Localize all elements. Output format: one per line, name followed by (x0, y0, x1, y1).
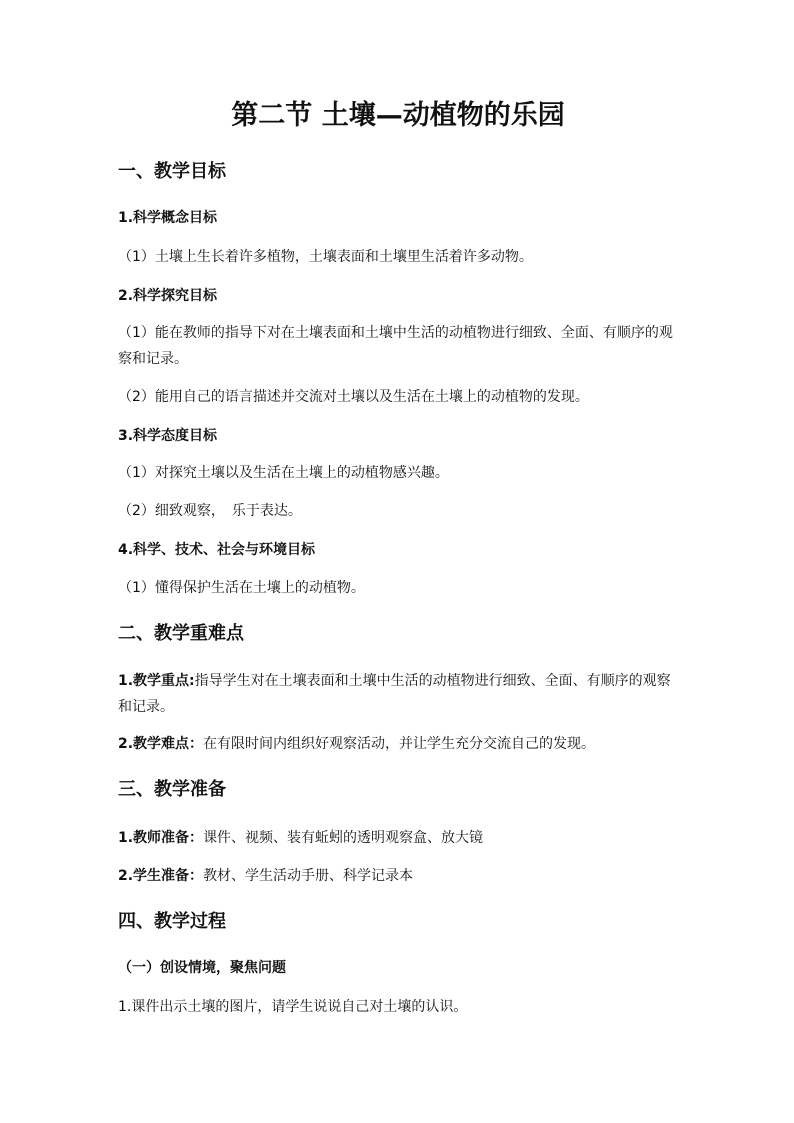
subheading-attitude-goals: 3.科学态度目标 (118, 428, 218, 444)
section-heading-objectives: 一、教学目标 (118, 161, 226, 182)
text-teacher-preparation: 课件、视频、装有蚯蚓的透明观察盒、放大镜 (203, 830, 484, 846)
label-student-preparation: 2.学生准备： (118, 868, 204, 884)
subheading-sts-goals: 4.科学、技术、社会与环境目标 (118, 542, 316, 558)
text-key-point: 指导学生对在土壤表面和土壤中生活的动植物进行细致、全面、有顺序的观察和记录。 (118, 673, 671, 715)
text-student-preparation: 教材、学生活动手册、科学记录本 (203, 868, 414, 884)
section-heading-process: 四、教学过程 (118, 911, 226, 932)
paragraph-attitude-goal-1: （1）对探究土壤以及生活在土壤上的动植物感兴趣。 (118, 465, 449, 481)
text-difficult-point: 在有限时间内组织好观察活动，并让学生充分交流自己的发现。 (203, 736, 596, 752)
subheading-inquiry-goals: 2.科学探究目标 (118, 288, 218, 304)
paragraph-student-preparation (118, 863, 678, 889)
paragraph-key-point (118, 668, 678, 720)
paragraph-attitude-goal-2: （2）细致观察， 乐于表达。 (118, 503, 302, 519)
paragraph-teacher-preparation (118, 825, 678, 851)
paragraph-difficult-point (118, 731, 678, 757)
label-key-point: 1.教学重点: (118, 673, 195, 689)
subheading-process-step-1: （一）创设情境，聚焦问题 (118, 960, 286, 976)
paragraph-process-step-1: 1.课件出示土壤的图片，请学生说说自己对土壤的认识。 (118, 999, 468, 1015)
subheading-concept-goals: 1.科学概念目标 (118, 210, 218, 226)
paragraph-concept-goal-1: （1）土壤上生长着许多植物，土壤表面和土壤里生活着许多动物。 (118, 249, 533, 265)
section-heading-key-points: 二、教学重难点 (118, 623, 244, 644)
paragraph-inquiry-goal-1: （1）能在教师的指导下对在土壤表面和土壤中生活的动植物进行细致、全面、有顺序的观察和记录。 (118, 325, 673, 367)
page-title: 第二节 土壤—动植物的乐园 (231, 100, 565, 131)
label-difficult-point: 2.教学难点： (118, 736, 204, 752)
section-heading-preparation: 三、教学准备 (118, 779, 226, 800)
paragraph-inquiry-goal-2: （2）能用自己的语言描述并交流对土壤以及生活在土壤上的动植物的发现。 (118, 389, 589, 405)
paragraph-sts-goal-1: （1）懂得保护生活在土壤上的动植物。 (118, 580, 365, 596)
label-teacher-preparation: 1.教师准备： (118, 830, 204, 846)
